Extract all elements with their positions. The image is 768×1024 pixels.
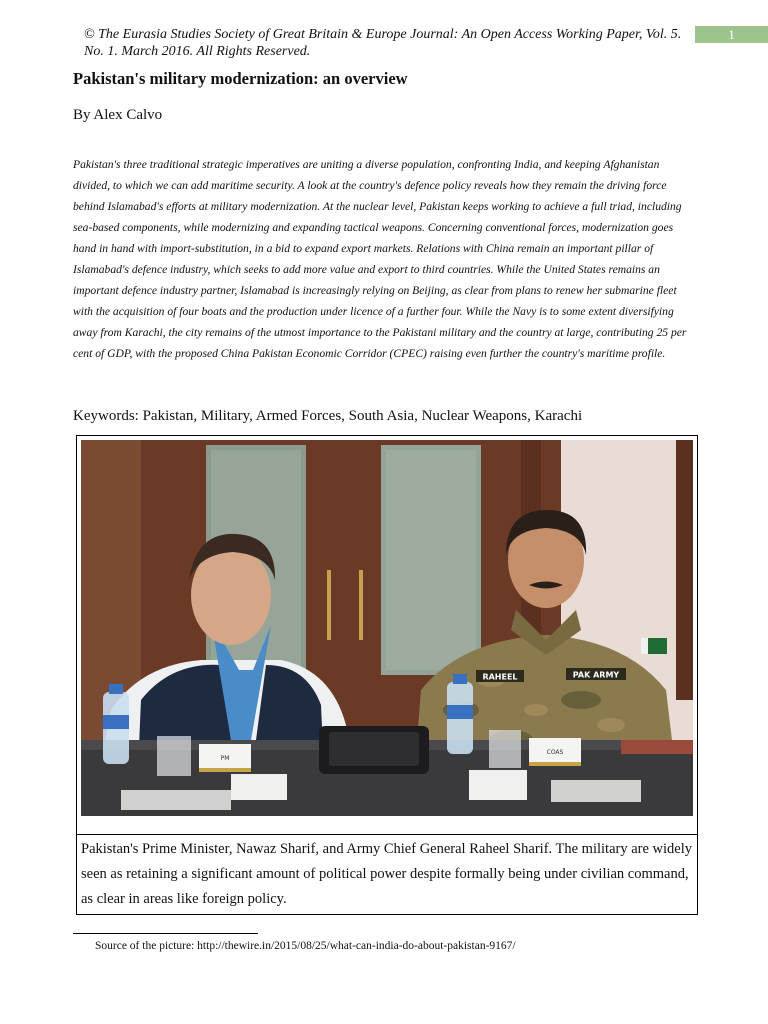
name-plate-pm: PM [220,755,230,762]
article-author: By Alex Calvo [73,107,163,123]
article-abstract: Pakistan's three traditional strategic imperatives are uniting a diverse population, confronting India, and keeping Afghanistan divided, to which we can add maritime security. A look at the country's defence policy reveals how they remain the driving force behind Islamabad's efforts at military modernization. At the nuclear level, Pakistan keeps working to achieve a full triad, including sea-based components, while modernizing and expanding tactical weapons. Concerning conventional forces, modernization goes hand in hand with import-substitution, in a bid to expand export markets. Relations with China remain an important pillar of Islamabad's defence industry, which seeks to add more value and export to third countries. While the United States remains an important defence industry partner, Islamabad is increasingly relying on Beijing, as clear from plans to renew her submarine fleet with the acquisition of four boats and the production under licence of a further four. While the Navy is to some extent diversifying away from Karachi, the city remains of the utmost importance to the Pakistani military and the country at large, contributing 25 per cent of GDP, with the proposed China Pakistan Economic Corridor (CPEC) raising even further the country's maritime profile. [73,158,687,360]
figure [76,435,698,915]
footnote: Source of the picture: http://thewire.in/2015/08/25/what-can-india-do-about-pakistan-9167/ [95,940,516,952]
article-keywords: Keywords: Pakistan, Military, Armed Forces, South Asia, Nuclear Weapons, Karachi [73,408,583,424]
figure-caption: Pakistan's Prime Minister, Nawaz Sharif, and Army Chief General Raheel Sharif. The military are widely seen as retaining a significant amount of political power despite formally being under civilian command, as clear in areas like foreign policy. [77,834,697,914]
article-title: Pakistan's military modernization: an overview [73,69,408,88]
service-tape-text: PAK ARMY [572,670,620,680]
page-header: © The Eurasia Studies Society of Great Britain & Europe Journal: An Open Access Working Paper, Vol. 5. No. 1. March 2016. All Rights Reserved. [84,27,682,59]
page-number-badge: 1 [695,26,768,43]
name-tape-text: RAHEEL [482,672,518,682]
meeting-photo [81,440,693,816]
name-plate-coas: COAS [546,749,564,756]
footnote-rule [73,933,258,934]
